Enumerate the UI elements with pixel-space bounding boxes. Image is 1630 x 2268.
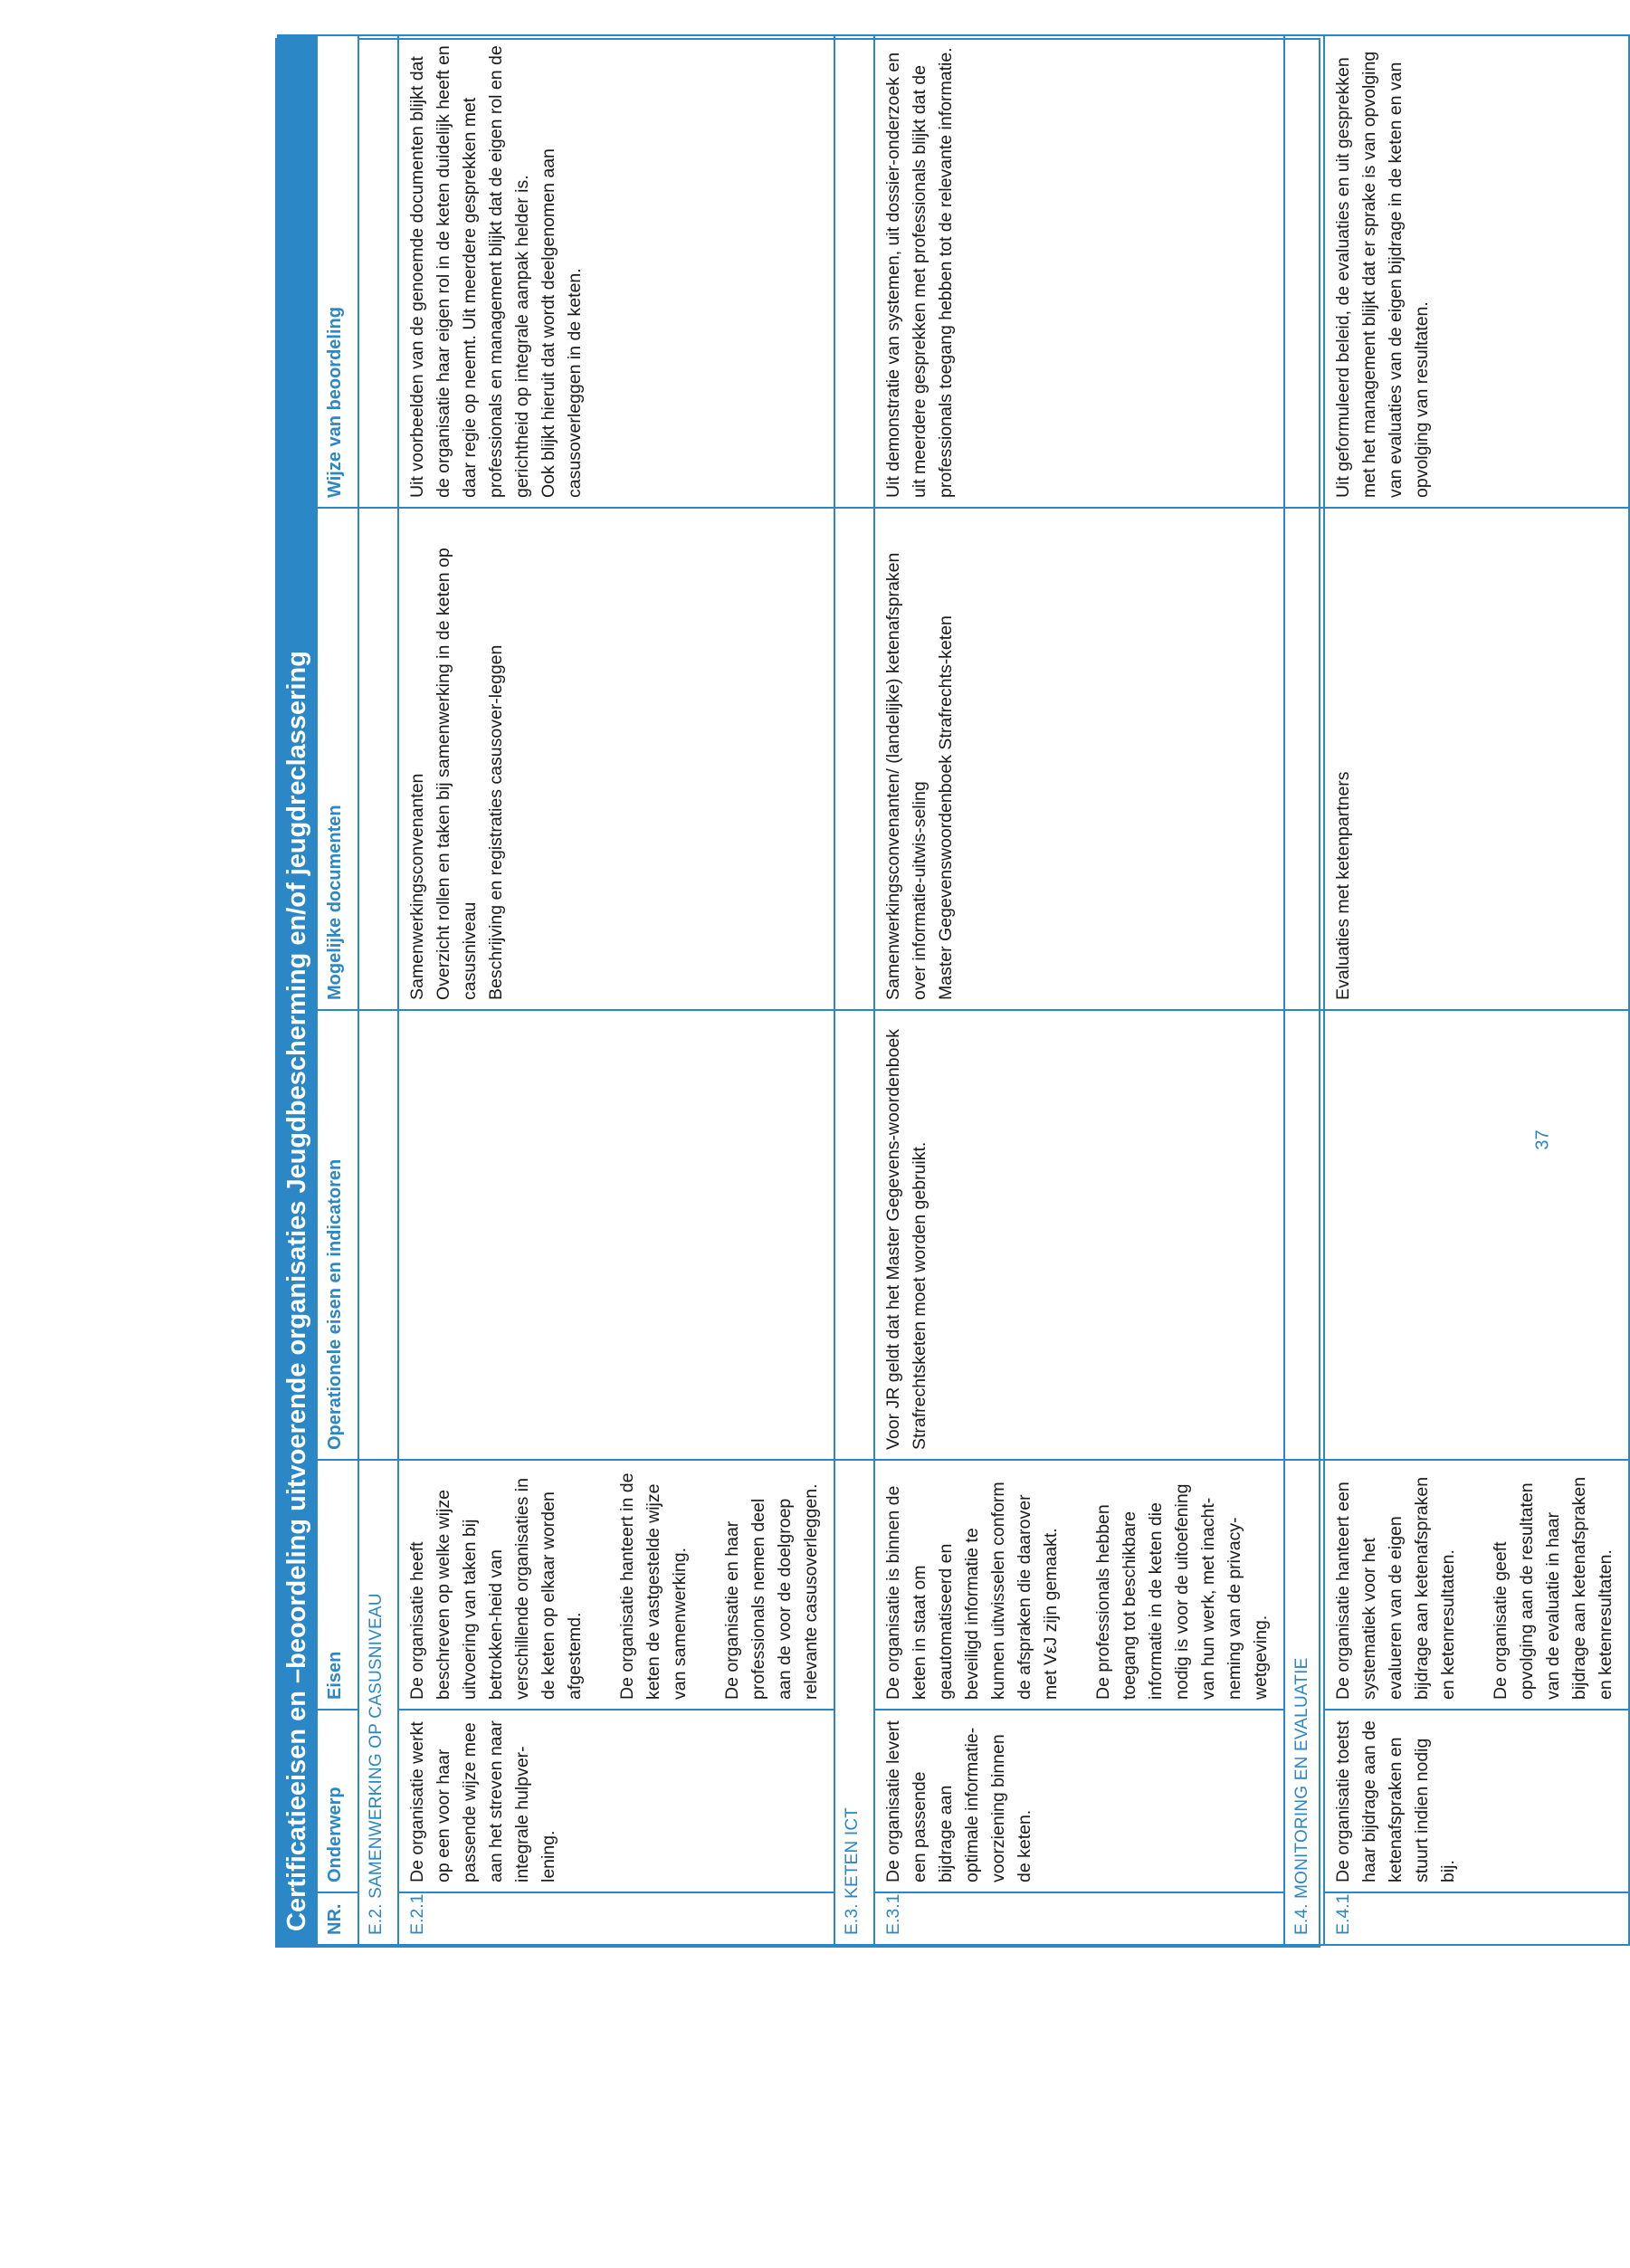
table-title: Certificatieeisen en –beoordeling uitvoerende organisaties Jeugdbescherming en/of jeugdreclassering	[278, 35, 317, 1945]
row-eisen	[1324, 1460, 1629, 1710]
table-row	[874, 35, 1284, 1945]
eis-paragraph: De organisatie hanteert een systematiek voor het evalueren van de eigen bijdrage aan ketenafspraken en ketenresultaten.	[1333, 1476, 1458, 1700]
row-onderwerp: De organisatie werkt op een voor haar passende wijze mee aan het streven naar integrale hulpver-lening.	[398, 1710, 834, 1892]
row-beoordeling	[398, 35, 834, 508]
row-eisen	[398, 1460, 834, 1710]
row-documenten	[398, 508, 834, 1010]
header-nr: NR.	[317, 1892, 358, 1945]
section-blank-cell	[834, 35, 874, 508]
header-beoordeling: Wijze van beoordeling	[317, 35, 358, 508]
table-row	[398, 35, 834, 1945]
beoordeling-paragraph: Uit demonstratie van systemen, uit dossier-onderzoek en uit meerdere gesprekken met professionals blijkt dat de professionals toegang hebben tot de relevante informatie.	[883, 47, 956, 498]
section-blank-cell	[1284, 508, 1324, 1010]
section-blank-cell	[358, 1010, 398, 1460]
row-number: E.4.1	[1324, 1892, 1629, 1945]
certification-table	[277, 34, 1630, 1946]
row-documenten	[874, 508, 1284, 1010]
beoordeling-paragraph: Uit geformuleerd beleid, de evaluaties en uit gesprekken met het management blijkt dat er sprake is van opvolging van evaluaties van de eigen bijdrage in de keten en van opvolging van resultaten.	[1333, 51, 1432, 498]
header-eisen: Eisen	[317, 1460, 358, 1710]
section-blank-cell	[1284, 35, 1324, 508]
row-operationeel: Voor JR geldt dat het Master Gegevens-woordenboek Strafrechtsketen moet worden gebruikt.	[874, 1010, 1284, 1460]
header-documenten: Mogelijke documenten	[317, 508, 358, 1010]
row-beoordeling	[1324, 35, 1629, 508]
row-onderwerp: De organisatie toetst haar bijdrage aan de ketenafspraken en stuurt indien nodig bij.	[1324, 1710, 1629, 1892]
section-blank-cell	[834, 508, 874, 1010]
header-operationeel: Operationele eisen en indicatoren	[317, 1010, 358, 1460]
section-label: E.4. MONITORING EN EVALUATIE	[1284, 1460, 1324, 1945]
document-line: Beschrijving en registraties casusover-leggen	[486, 644, 506, 1000]
row-operationeel	[398, 1010, 834, 1460]
section-blank-cell	[1284, 1010, 1324, 1460]
row-operationeel	[1324, 1010, 1629, 1460]
row-eisen	[874, 1460, 1284, 1710]
page-number: 37	[1532, 1129, 1553, 1150]
eis-paragraph: De professionals hebben toegang tot beschikbare informatie in de keten die nodig is voor de uitoefening van hun werk, met inacht-neming van de privacy-wetgeving.	[1093, 1483, 1271, 1700]
eis-paragraph: De organisatie hanteert in de keten de vastgestelde wijze van samenwerking.	[617, 1472, 690, 1700]
eis-paragraph: De organisatie is binnen de keten in staat om geautomatiseerd en beveiligd informatie te kunnen uitwisselen conform de afspraken die daarover met VεJ zijn gemaakt.	[883, 1482, 1061, 1700]
document-line: Samenwerkingsconvenanten/ (landelijke) ketenafspraken over informatie-uitwis-seling	[883, 552, 929, 1000]
row-beoordeling	[874, 35, 1284, 508]
row-onderwerp: De organisatie levert een passende bijdrage aan optimale informatie-voorziening binnen de keten.	[874, 1710, 1284, 1892]
section-blank-cell	[834, 1010, 874, 1460]
document-line: Evaluaties met ketenpartners	[1333, 771, 1353, 1000]
row-documenten	[1324, 508, 1629, 1010]
document-line: Master Gegevenswoordenboek Strafrechts-keten	[936, 615, 956, 1000]
eis-paragraph: De organisatie en haar professionals nemen deel aan de voor de doelgroep relevante casusoverleggen.	[722, 1483, 821, 1700]
eis-paragraph: De organisatie heeft beschreven op welke wijze uitvoering van taken bij betrokken-heid van verschillende organisaties in de keten op elkaar worden afgestemd.	[407, 1478, 585, 1700]
header-onderwerp: Onderwerp	[317, 1710, 358, 1892]
beoordeling-paragraph: Uit voorbeelden van de genoemde documenten blijkt dat de organisatie haar eigen rol in de keten duidelijk heeft en daar regie op neemt. Uit meerdere gesprekken met professionals en management blijkt dat de eigen rol en de gerichtheid op integrale aanpak helder is.	[407, 45, 532, 498]
section-label: E.2. SAMENWERKING OP CASUSNIVEAU	[358, 1460, 398, 1945]
eis-paragraph: De organisatie geeft opvolging aan de resultaten van de evaluatie in haar bijdrage aan ketenafspraken en ketenresultaten.	[1491, 1476, 1616, 1700]
section-label: E.3. KETEN ICT	[834, 1460, 874, 1945]
section-blank-cell	[358, 35, 398, 508]
document-line: Samenwerkingsconvenanten	[407, 773, 427, 1000]
section-blank-cell	[358, 508, 398, 1010]
table-row	[1324, 35, 1629, 1945]
row-number: E.2.1	[398, 1892, 834, 1945]
row-number: E.3.1	[874, 1892, 1284, 1945]
beoordeling-paragraph: Ook blijkt hieruit dat wordt deelgenomen aan casusoverleggen in de keten.	[539, 148, 585, 498]
document-line: Overzicht rollen en taken bij samenwerking in de keten op casusniveau	[434, 548, 480, 1000]
